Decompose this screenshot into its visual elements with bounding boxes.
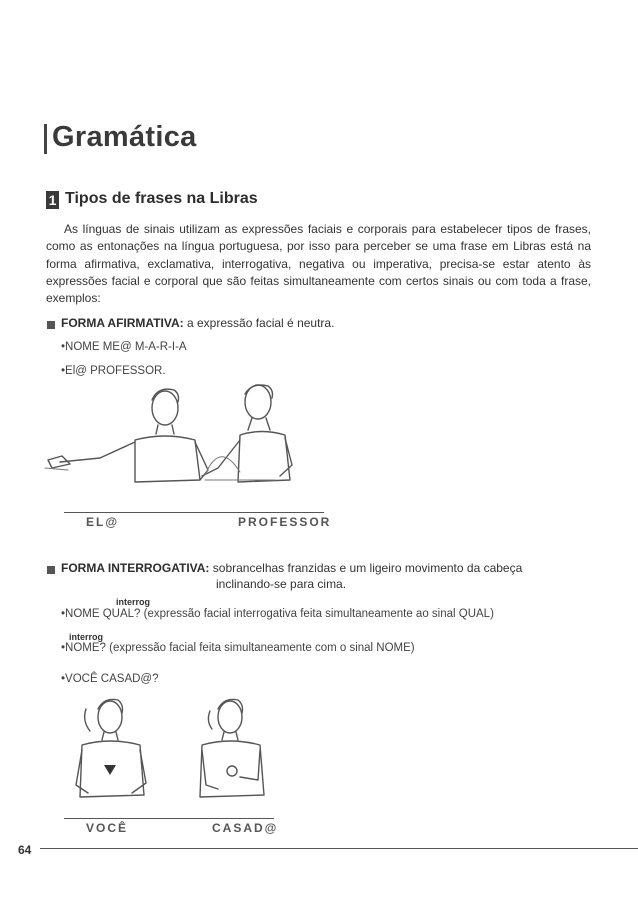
page-number: 64 (18, 843, 32, 857)
interrog-marker-1: interrog (116, 597, 151, 607)
person-el-illustration (45, 389, 208, 482)
affirmative-description: a expressão facial é neutra. (187, 316, 335, 330)
caption-line-2 (64, 818, 274, 819)
footer-rule (40, 848, 638, 849)
interrog-marker-2: interrog (69, 632, 104, 642)
affirmative-label: FORMA AFIRMATIVA: (61, 316, 184, 330)
interrogative-label: FORMA INTERROGATIVA: (61, 561, 210, 575)
interrogative-description-2: inclinando-se para cima. (216, 577, 347, 591)
interrogative-description-1: sobrancelhas franzidas e um ligeiro movimento da cabeça (212, 561, 523, 575)
affirmative-signs-illustration (40, 380, 340, 510)
affirmative-example-2: •El@ PROFESSOR. (61, 365, 166, 377)
person-voce-illustration (76, 699, 146, 797)
interrogative-example-2: •NOME? (expressão facial feita simultaneamente com o sinal NOME) (61, 642, 415, 654)
interrogative-example-1: •NOME QUAL? (expressão facial interrogativa feita simultaneamente ao sinal QUAL) (61, 608, 494, 620)
square-bullet-icon (47, 566, 55, 574)
square-bullet-icon (47, 321, 55, 329)
caption-voce: VOCÊ (86, 821, 129, 835)
person-casad-illustration (200, 699, 264, 797)
caption-el: EL@ (86, 515, 120, 529)
caption-line-1 (64, 512, 324, 513)
section-number: 1 (46, 191, 59, 209)
interrogative-signs-illustration (60, 695, 290, 815)
intro-paragraph: As línguas de sinais utilizam as expressões faciais e corporais para estabelecer tipos de frases, como as entonações na língua portuguesa, por isso para perceber se uma frase em Libras está na forma afirmativa, exclamativa, interrogativa, negativa ou imperativa, precisa-se estar atento às expressões facial e corporal que são feitas simultaneamente com certos sinais ou com toda a frase, exemplos: (46, 222, 591, 306)
affirmative-example-1: •NOME ME@ M-A-R-I-A (61, 341, 187, 353)
affirmative-heading (61, 316, 334, 330)
caption-casad: CASAD@ (212, 821, 279, 835)
title-accent-bar (44, 124, 47, 154)
caption-professor: PROFESSOR (238, 515, 332, 529)
section-title: Tipos de frases na Libras (65, 190, 258, 207)
interrogative-example-3: •VOCÊ CASAD@? (61, 673, 159, 685)
interrogative-heading (61, 561, 522, 575)
person-professor-illustration (202, 385, 292, 482)
page-title: Gramática (52, 121, 197, 153)
